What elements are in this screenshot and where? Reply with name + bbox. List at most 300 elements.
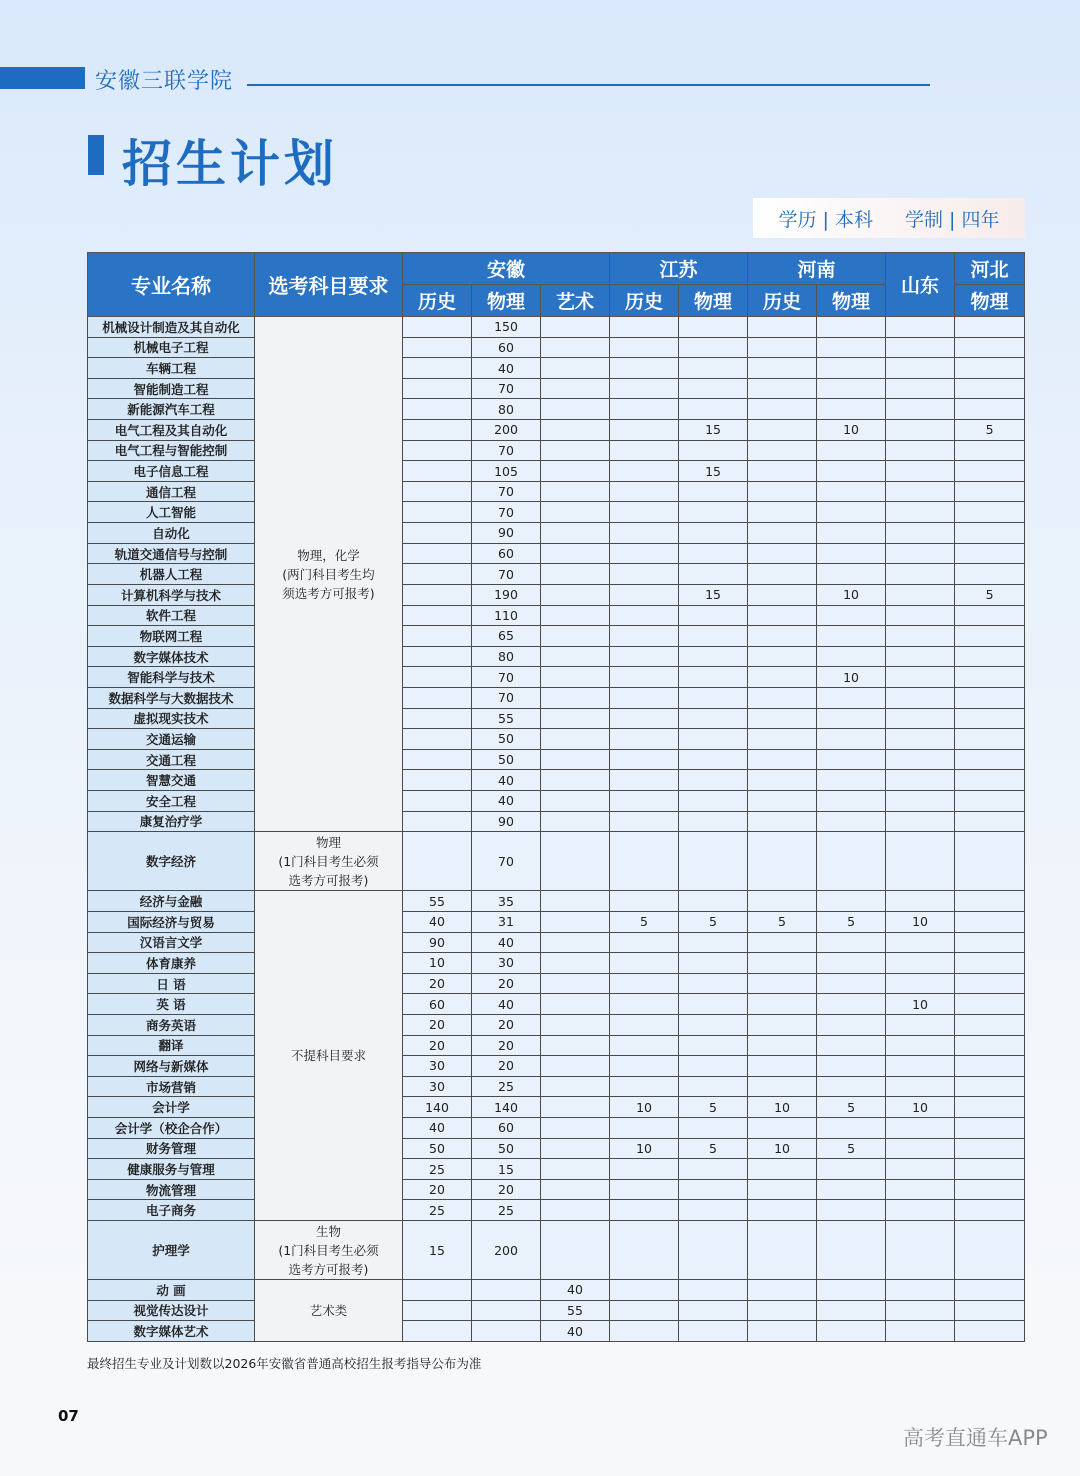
plan-count	[679, 626, 748, 647]
requirement-line: 物理，化学	[297, 547, 360, 563]
plan-count	[886, 420, 955, 441]
plan-count	[886, 1280, 955, 1301]
plan-count	[403, 461, 472, 482]
plan-count: 40	[472, 932, 541, 953]
table-body	[88, 317, 1025, 1342]
plan-count: 25	[472, 1076, 541, 1097]
plan-count: 40	[403, 1117, 472, 1138]
requirement-line: 须选考方可报考)	[282, 585, 375, 601]
plan-count	[610, 502, 679, 523]
plan-count: 140	[403, 1097, 472, 1118]
plan-count: 50	[472, 729, 541, 750]
plan-count	[817, 481, 886, 502]
plan-count	[955, 749, 1025, 770]
plan-count	[541, 337, 610, 358]
plan-count	[955, 973, 1025, 994]
plan-count	[748, 543, 817, 564]
plan-count	[748, 832, 817, 891]
plan-count	[541, 1035, 610, 1056]
plan-count	[955, 1200, 1025, 1221]
plan-count	[886, 973, 955, 994]
plan-count	[403, 729, 472, 750]
plan-count: 70	[472, 502, 541, 523]
table-row	[88, 317, 1025, 338]
plan-count: 20	[403, 1014, 472, 1035]
plan-count	[541, 626, 610, 647]
plan-count	[748, 1221, 817, 1280]
plan-count	[610, 1159, 679, 1180]
plan-count: 30	[403, 1056, 472, 1077]
plan-count	[886, 791, 955, 812]
plan-count	[541, 1221, 610, 1280]
plan-count	[403, 337, 472, 358]
plan-count	[886, 1159, 955, 1180]
plan-count: 40	[472, 770, 541, 791]
plan-count	[955, 1159, 1025, 1180]
plan-count	[955, 399, 1025, 420]
plan-count	[541, 811, 610, 832]
plan-count	[679, 749, 748, 770]
major-name: 体育康养	[88, 953, 255, 974]
plan-count	[748, 1200, 817, 1221]
major-name: 翻译	[88, 1035, 255, 1056]
major-name: 电子商务	[88, 1200, 255, 1221]
plan-count: 20	[472, 1056, 541, 1077]
major-name: 机器人工程	[88, 564, 255, 585]
plan-count: 70	[472, 440, 541, 461]
plan-count	[817, 749, 886, 770]
plan-count	[610, 932, 679, 953]
plan-count	[817, 564, 886, 585]
major-name: 通信工程	[88, 481, 255, 502]
plan-count	[955, 1097, 1025, 1118]
plan-count: 30	[472, 953, 541, 974]
province-header-jiangsu: 江苏	[610, 253, 748, 285]
plan-count	[955, 337, 1025, 358]
plan-count: 40	[541, 1321, 610, 1342]
plan-count	[817, 1076, 886, 1097]
table-row	[88, 687, 1025, 708]
major-name: 虚拟现实技术	[88, 708, 255, 729]
plan-count: 40	[472, 994, 541, 1015]
plan-count	[886, 564, 955, 585]
plan-count: 10	[748, 1138, 817, 1159]
plan-count: 5	[679, 1097, 748, 1118]
major-name: 软件工程	[88, 605, 255, 626]
plan-count	[541, 564, 610, 585]
plan-count	[610, 1117, 679, 1138]
plan-count	[955, 543, 1025, 564]
plan-count	[679, 399, 748, 420]
plan-count	[541, 708, 610, 729]
table-row	[88, 708, 1025, 729]
plan-count	[748, 994, 817, 1015]
title-accent-bar	[88, 135, 104, 175]
plan-count	[955, 1076, 1025, 1097]
plan-count: 5	[610, 911, 679, 932]
plan-count	[748, 708, 817, 729]
plan-count	[955, 1280, 1025, 1301]
plan-count	[610, 729, 679, 750]
plan-count	[886, 461, 955, 482]
table-row	[88, 646, 1025, 667]
plan-count	[886, 811, 955, 832]
plan-count	[886, 667, 955, 688]
requirement-line: (两门科目考生均	[282, 566, 375, 582]
plan-count	[817, 1300, 886, 1321]
plan-count: 10	[610, 1138, 679, 1159]
plan-count	[886, 1200, 955, 1221]
plan-count: 35	[472, 891, 541, 912]
plan-count	[748, 564, 817, 585]
plan-count: 60	[472, 1117, 541, 1138]
major-name: 智能制造工程	[88, 378, 255, 399]
plan-count	[817, 932, 886, 953]
plan-count	[817, 1200, 886, 1221]
plan-count: 5	[817, 1138, 886, 1159]
plan-count	[817, 832, 886, 891]
plan-count: 5	[748, 911, 817, 932]
plan-count	[955, 481, 1025, 502]
plan-count	[886, 1321, 955, 1342]
table-row	[88, 481, 1025, 502]
plan-count	[748, 646, 817, 667]
subject-requirement	[255, 832, 403, 891]
table-row	[88, 358, 1025, 379]
major-name: 数字媒体技术	[88, 646, 255, 667]
major-name: 车辆工程	[88, 358, 255, 379]
plan-count: 20	[472, 1014, 541, 1035]
plan-count	[610, 687, 679, 708]
col-header-major: 专业名称	[88, 253, 255, 317]
plan-count	[955, 626, 1025, 647]
footnote: 最终招生专业及计划数以2026年安徽省普通高校招生报考指导公布为准	[87, 1356, 482, 1371]
plan-count	[748, 729, 817, 750]
plan-count	[748, 481, 817, 502]
plan-count	[886, 1014, 955, 1035]
plan-count	[955, 708, 1025, 729]
plan-count	[955, 791, 1025, 812]
plan-count	[955, 440, 1025, 461]
plan-count	[679, 1280, 748, 1301]
plan-count	[541, 729, 610, 750]
plan-count	[955, 994, 1025, 1015]
plan-count	[403, 564, 472, 585]
plan-count: 70	[472, 378, 541, 399]
plan-count	[955, 1179, 1025, 1200]
table-row	[88, 543, 1025, 564]
plan-count	[886, 832, 955, 891]
province-header-hebei: 河北	[955, 253, 1025, 285]
plan-count: 10	[817, 584, 886, 605]
major-name: 数字经济	[88, 832, 255, 891]
plan-count: 25	[472, 1200, 541, 1221]
plan-count	[886, 891, 955, 912]
plan-count	[748, 584, 817, 605]
plan-count	[610, 1280, 679, 1301]
plan-count	[817, 1056, 886, 1077]
page-title: 招生计划	[122, 135, 338, 193]
plan-count	[955, 729, 1025, 750]
plan-count	[679, 667, 748, 688]
major-name: 新能源汽车工程	[88, 399, 255, 420]
plan-count	[817, 953, 886, 974]
plan-count	[748, 605, 817, 626]
plan-count	[679, 770, 748, 791]
plan-count	[748, 953, 817, 974]
plan-count	[679, 1014, 748, 1035]
requirement-line: (1门科目考生必须	[278, 1242, 379, 1258]
plan-count	[541, 667, 610, 688]
plan-count	[541, 791, 610, 812]
plan-count: 10	[403, 953, 472, 974]
table-row	[88, 378, 1025, 399]
plan-count: 15	[679, 420, 748, 441]
plan-count: 25	[403, 1200, 472, 1221]
plan-count	[610, 1056, 679, 1077]
plan-count	[679, 1035, 748, 1056]
plan-count	[886, 1035, 955, 1056]
plan-count	[610, 791, 679, 812]
plan-count	[886, 378, 955, 399]
plan-count	[403, 420, 472, 441]
plan-count	[955, 891, 1025, 912]
plan-count: 70	[472, 667, 541, 688]
plan-count	[541, 584, 610, 605]
table-row	[88, 461, 1025, 482]
plan-count	[403, 708, 472, 729]
plan-count	[403, 481, 472, 502]
plan-count	[886, 932, 955, 953]
table-row	[88, 832, 1025, 891]
plan-count	[541, 523, 610, 544]
plan-count	[886, 317, 955, 338]
plan-count	[886, 543, 955, 564]
major-name: 动 画	[88, 1280, 255, 1301]
major-name: 机械电子工程	[88, 337, 255, 358]
plan-count: 15	[679, 584, 748, 605]
plan-count	[403, 832, 472, 891]
plan-count	[610, 378, 679, 399]
plan-count: 40	[403, 911, 472, 932]
watermark-text: 高考直通车APP	[903, 1426, 1048, 1450]
plan-count	[403, 626, 472, 647]
major-name: 经济与金融	[88, 891, 255, 912]
table-row	[88, 891, 1025, 912]
plan-count	[817, 523, 886, 544]
plan-count	[679, 502, 748, 523]
plan-count	[610, 440, 679, 461]
major-name: 自动化	[88, 523, 255, 544]
plan-count	[748, 1321, 817, 1342]
plan-count: 50	[472, 1138, 541, 1159]
plan-count	[679, 564, 748, 585]
plan-count	[679, 1076, 748, 1097]
plan-count	[679, 646, 748, 667]
subject-header-anhui-history: 历史	[403, 285, 472, 317]
plan-count	[541, 1138, 610, 1159]
plan-count	[472, 1280, 541, 1301]
subject-header-jiangsu-physics: 物理	[679, 285, 748, 317]
major-name: 物联网工程	[88, 626, 255, 647]
plan-count	[610, 584, 679, 605]
plan-count	[610, 953, 679, 974]
table-row	[88, 1321, 1025, 1342]
table-row	[88, 1076, 1025, 1097]
plan-count	[403, 502, 472, 523]
plan-count: 90	[472, 523, 541, 544]
plan-count	[679, 523, 748, 544]
plan-count	[955, 687, 1025, 708]
plan-count	[679, 687, 748, 708]
plan-count: 10	[610, 1097, 679, 1118]
plan-count	[955, 564, 1025, 585]
plan-count	[748, 358, 817, 379]
degree-info-box	[753, 198, 1025, 238]
table-row	[88, 420, 1025, 441]
plan-count: 10	[817, 667, 886, 688]
plan-count	[886, 605, 955, 626]
plan-count	[403, 543, 472, 564]
plan-count	[955, 646, 1025, 667]
plan-count: 140	[472, 1097, 541, 1118]
plan-count	[610, 832, 679, 891]
major-name: 电子信息工程	[88, 461, 255, 482]
plan-count	[679, 811, 748, 832]
major-name: 数据科学与大数据技术	[88, 687, 255, 708]
table-row	[88, 605, 1025, 626]
plan-count	[541, 543, 610, 564]
major-name: 轨道交通信号与控制	[88, 543, 255, 564]
plan-count: 90	[403, 932, 472, 953]
requirement-line: 选考方可报考)	[288, 872, 369, 888]
plan-count	[955, 358, 1025, 379]
subject-requirement: 不提科目要求	[255, 891, 403, 1221]
plan-count	[955, 953, 1025, 974]
major-name: 日 语	[88, 973, 255, 994]
plan-count	[955, 1035, 1025, 1056]
plan-count	[955, 667, 1025, 688]
plan-count	[886, 626, 955, 647]
plan-count	[610, 1014, 679, 1035]
major-name: 康复治疗学	[88, 811, 255, 832]
plan-count: 20	[472, 1035, 541, 1056]
plan-count	[748, 811, 817, 832]
major-name: 护理学	[88, 1221, 255, 1280]
plan-count	[955, 932, 1025, 953]
province-header-anhui: 安徽	[403, 253, 610, 285]
plan-count	[403, 667, 472, 688]
enrollment-plan-table	[87, 252, 1025, 1342]
major-name: 计算机科学与技术	[88, 584, 255, 605]
plan-count	[403, 358, 472, 379]
plan-count: 60	[403, 994, 472, 1015]
major-name: 汉语言文学	[88, 932, 255, 953]
plan-count	[610, 1035, 679, 1056]
plan-count: 60	[472, 543, 541, 564]
plan-count: 70	[472, 687, 541, 708]
plan-count	[748, 1014, 817, 1035]
table-row	[88, 337, 1025, 358]
plan-count	[817, 811, 886, 832]
plan-count: 10	[748, 1097, 817, 1118]
major-name: 智能科学与技术	[88, 667, 255, 688]
requirement-line: (1门科目考生必须	[278, 853, 379, 869]
plan-count	[817, 317, 886, 338]
plan-count	[817, 1159, 886, 1180]
plan-count: 10	[817, 420, 886, 441]
plan-count	[610, 811, 679, 832]
plan-count	[610, 994, 679, 1015]
plan-count	[610, 1179, 679, 1200]
plan-count	[955, 832, 1025, 891]
plan-count	[403, 1280, 472, 1301]
plan-count	[403, 1300, 472, 1321]
plan-count	[748, 932, 817, 953]
plan-count	[541, 378, 610, 399]
plan-count	[886, 1056, 955, 1077]
plan-count	[886, 953, 955, 974]
plan-count	[886, 399, 955, 420]
plan-count: 20	[403, 973, 472, 994]
plan-count	[610, 317, 679, 338]
plan-count: 200	[472, 1221, 541, 1280]
plan-count	[541, 832, 610, 891]
plan-count	[610, 523, 679, 544]
plan-count	[403, 791, 472, 812]
duration-label: 学制 | 四年	[905, 208, 1000, 231]
header-rule	[247, 84, 930, 86]
plan-count	[886, 749, 955, 770]
plan-count	[817, 502, 886, 523]
plan-count	[886, 358, 955, 379]
plan-count	[403, 399, 472, 420]
table-row	[88, 1200, 1025, 1221]
plan-count	[817, 461, 886, 482]
requirement-line: 生物	[315, 1223, 341, 1239]
plan-count	[610, 399, 679, 420]
plan-count	[541, 1117, 610, 1138]
plan-count	[403, 584, 472, 605]
table-row	[88, 994, 1025, 1015]
plan-count	[886, 1138, 955, 1159]
plan-count	[748, 791, 817, 812]
plan-count: 70	[472, 564, 541, 585]
plan-count	[955, 523, 1025, 544]
plan-count	[955, 911, 1025, 932]
plan-count	[886, 337, 955, 358]
page-number: 07	[58, 1407, 79, 1425]
plan-count	[817, 626, 886, 647]
table-row	[88, 911, 1025, 932]
plan-count	[541, 911, 610, 932]
plan-count	[541, 399, 610, 420]
table-row	[88, 502, 1025, 523]
plan-count	[610, 337, 679, 358]
plan-count	[817, 770, 886, 791]
plan-count	[541, 358, 610, 379]
plan-count	[817, 891, 886, 912]
plan-count	[610, 358, 679, 379]
plan-count	[541, 973, 610, 994]
plan-count: 5	[679, 1138, 748, 1159]
plan-count	[541, 481, 610, 502]
plan-count	[817, 605, 886, 626]
table-row	[88, 791, 1025, 812]
plan-count	[886, 1117, 955, 1138]
requirement-line: 选考方可报考)	[288, 1261, 369, 1277]
plan-count	[955, 1300, 1025, 1321]
